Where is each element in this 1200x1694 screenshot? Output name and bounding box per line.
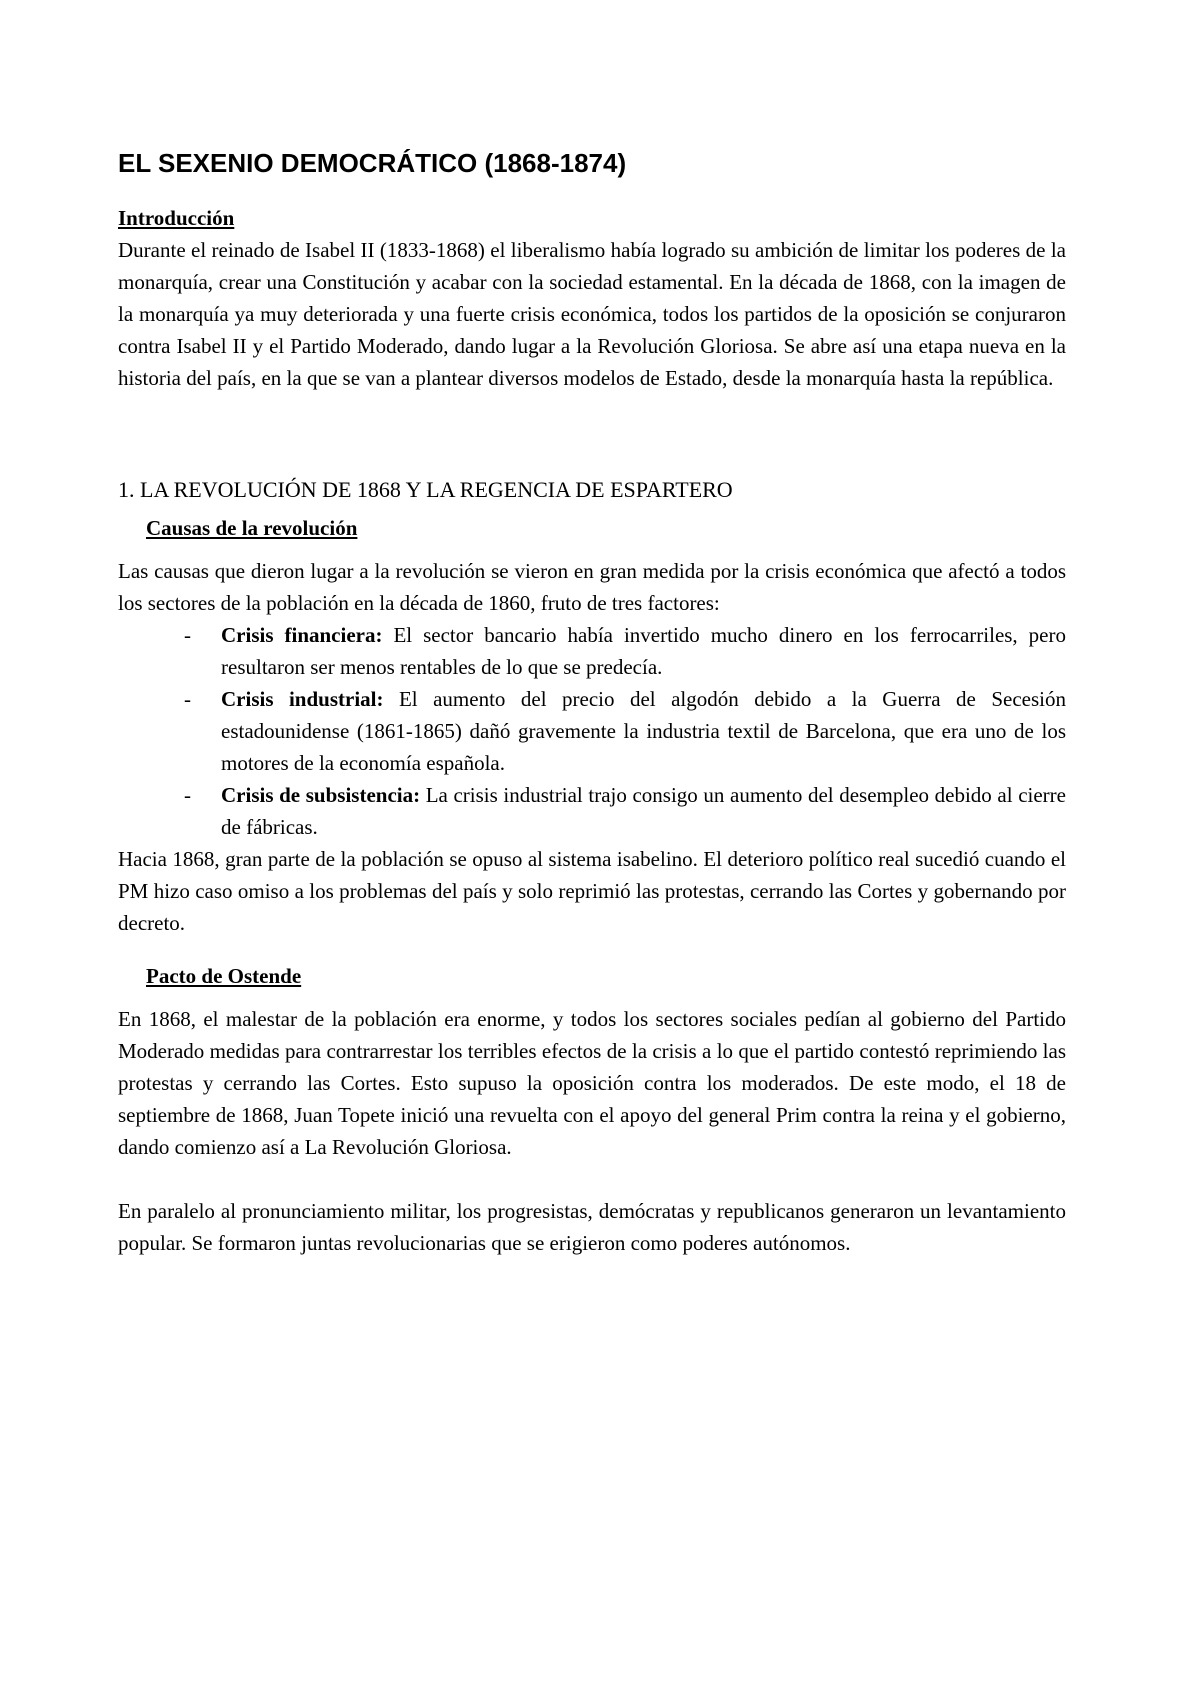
crisis-item-industrial — [118, 683, 1066, 779]
causes-intro-paragraph: Las causas que dieron lugar a la revolución se vieron en gran medida por la crisis económica que afectó a todos los sectores de la población en la década de 1860, fruto de tres factores: — [118, 559, 1066, 615]
crisis-term: Crisis financiera: — [221, 623, 383, 647]
crisis-description: La crisis industrial trajo consigo un aumento del desempleo debido al cierre de fábricas. — [221, 783, 1066, 839]
document-title: EL SEXENIO DEMOCRÁTICO (1868-1874) — [118, 148, 627, 178]
crisis-item-subsistence — [118, 779, 1066, 843]
section-1-heading: 1. LA REVOLUCIÓN DE 1868 Y LA REGENCIA DE ESPARTERO — [118, 477, 733, 502]
ostende-paragraph-2: En paralelo al pronunciamiento militar, los progresistas, demócratas y republicanos generaron un levantamiento popular. Se formaron juntas revolucionarias que se erigieron como poderes autónomos. — [118, 1199, 1066, 1255]
list-dash: - — [184, 687, 191, 711]
crisis-term: Crisis de subsistencia: — [221, 783, 421, 807]
crisis-description: El aumento del precio del algodón debido a la Guerra de Secesión estadounidense (1861-1865) dañó gravemente la industria textil de Barcelona, que era uno de los motores de la economía española. — [221, 687, 1066, 775]
list-dash: - — [184, 783, 191, 807]
intro-paragraph: Durante el reinado de Isabel II (1833-1868) el liberalismo había logrado su ambición de limitar los poderes de la monarquía, crear una Constitución y acabar con la sociedad estamental. En la década de 1868, con la imagen de la monarquía ya muy deteriorada y una fuerte crisis económica, todos los partidos de la oposición se conjuraron contra Isabel II y el Partido Moderado, dando lugar a la Revolución Gloriosa. Se abre así una etapa nueva en la historia del país, en la que se van a plantear diversos modelos de Estado, desde la monarquía hasta la república. — [118, 238, 1066, 390]
ostende-heading: Pacto de Ostende — [146, 964, 302, 988]
crisis-description: El sector bancario había invertido mucho dinero en los ferrocarriles, pero resultaron ser menos rentables de lo que se predecía. — [221, 623, 1066, 679]
crisis-term: Crisis industrial: — [221, 687, 384, 711]
ostende-paragraph-1: En 1868, el malestar de la población era enorme, y todos los sectores sociales pedían al gobierno del Partido Moderado medidas para contrarrestar los terribles efectos de la crisis a lo que el partido contestó reprimiendo las protestas y cerrando las Cortes. Esto supuso la oposición contra los moderados. De este modo, el 18 de septiembre de 1868, Juan Topete inició una revuelta con el apoyo del general Prim contra la reina y el gobierno, dando comienzo así a La Revolución Gloriosa. — [118, 1007, 1066, 1159]
causes-heading: Causas de la revolución — [146, 516, 358, 540]
crisis-list — [118, 619, 1066, 843]
intro-heading: Introducción — [118, 206, 235, 230]
document-page — [118, 0, 1066, 1694]
causes-closing-paragraph: Hacia 1868, gran parte de la población se opuso al sistema isabelino. El deterioro político real sucedió cuando el PM hizo caso omiso a los problemas del país y solo reprimió las protestas, cerrando las Cortes y gobernando por decreto. — [118, 847, 1066, 935]
list-dash: - — [184, 623, 191, 647]
crisis-item-financial — [118, 619, 1066, 683]
